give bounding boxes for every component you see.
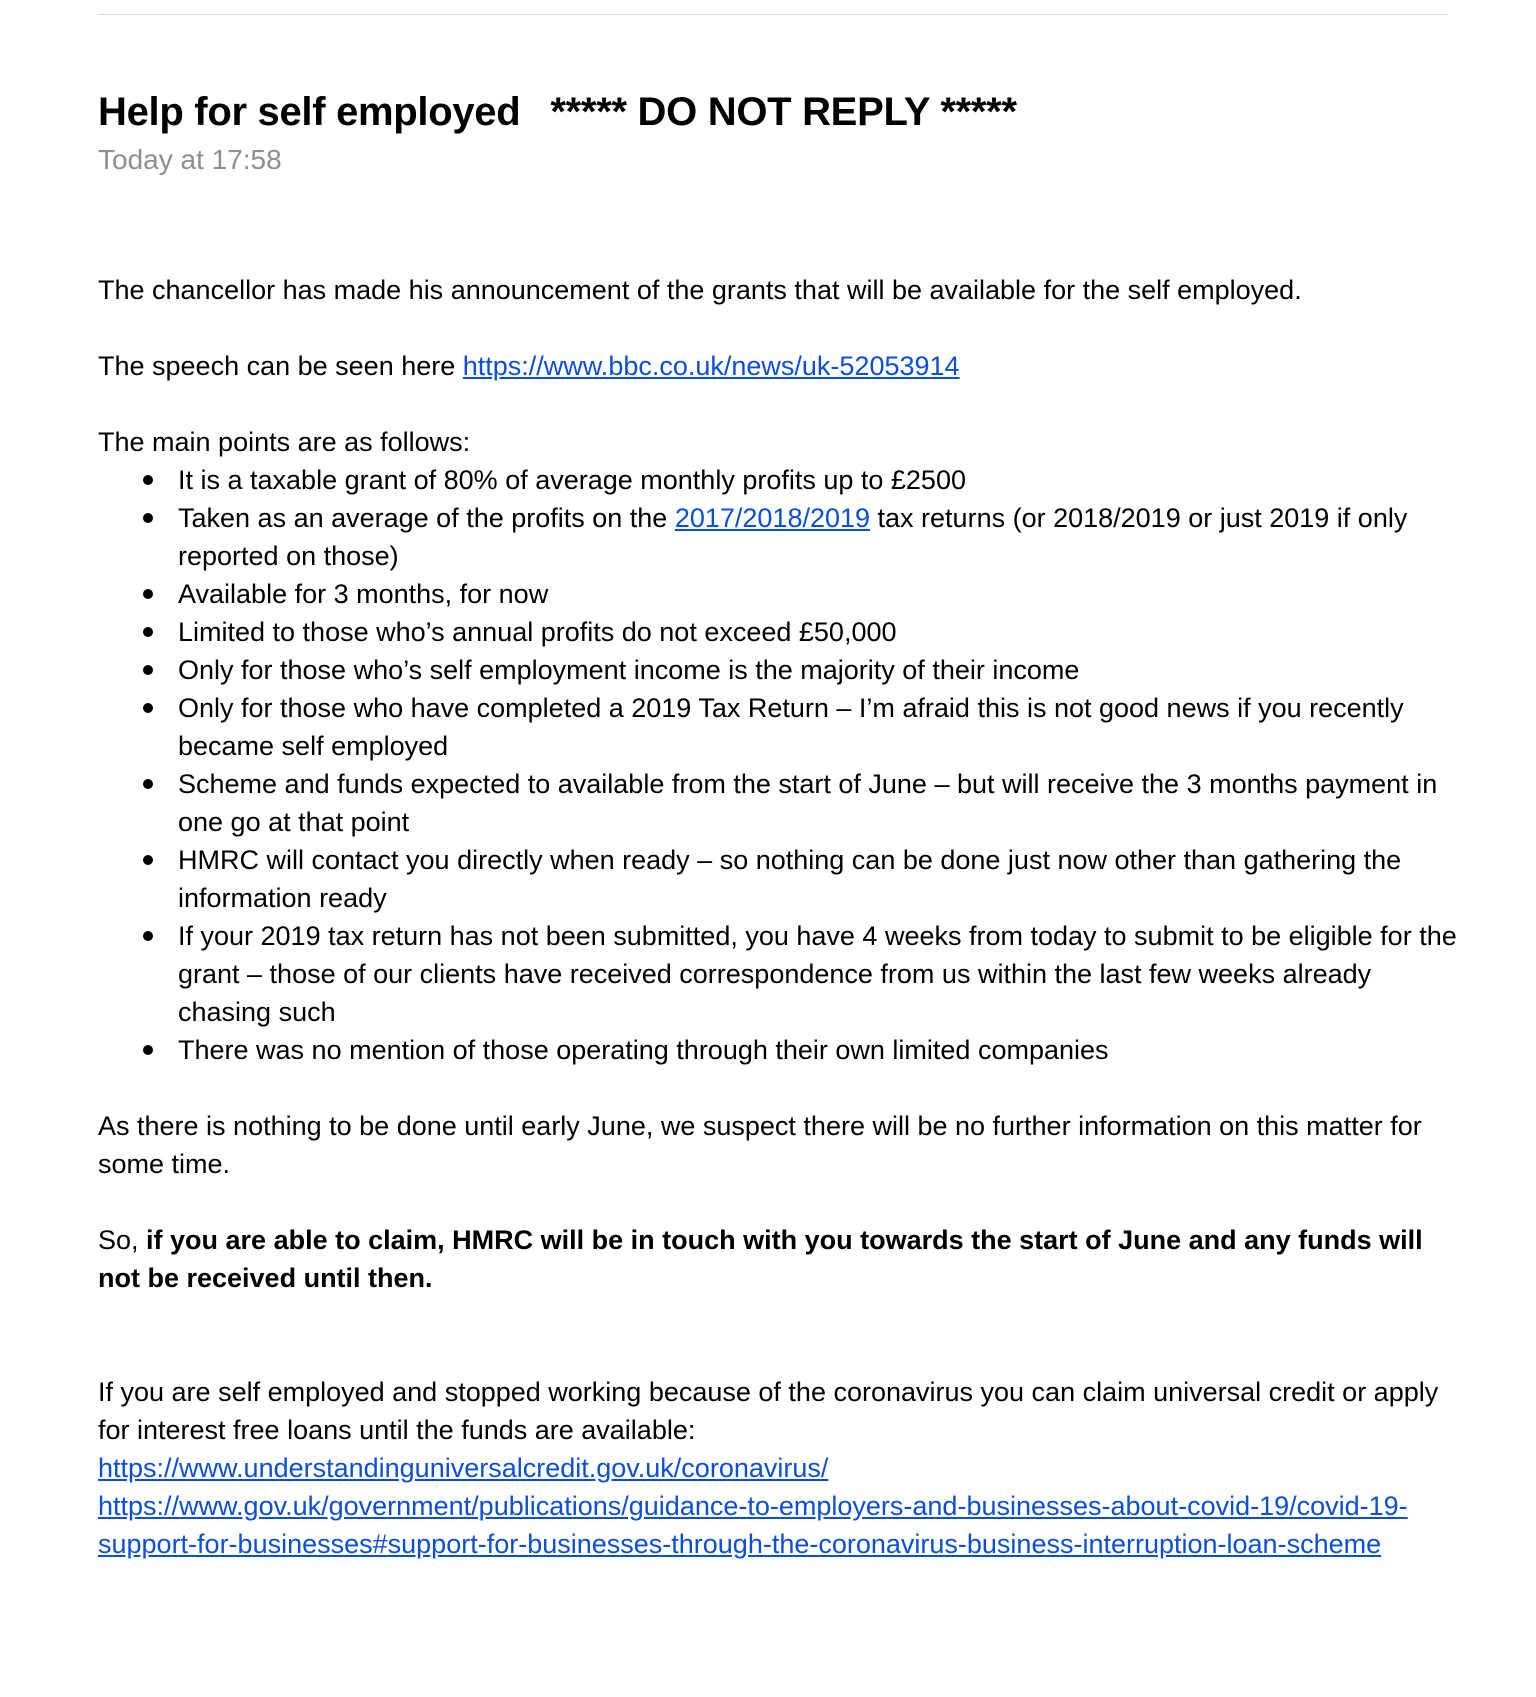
intro-paragraph: The chancellor has made his announcement of the grants that will be available for the self employed. (98, 275, 1302, 305)
list-item (178, 499, 1458, 575)
list-item: Scheme and funds expected to available from the start of June – but will receive the 3 months payment in one go at that point (178, 765, 1458, 841)
email-date: Today at 17:58 (98, 144, 282, 175)
list-item-text: tax returns (or 2018/2019 or just 2019 if only reported on those) (178, 503, 1408, 571)
list-item: Available for 3 months, for now (178, 575, 1458, 613)
list-item: If your 2019 tax return has not been submitted, you have 4 weeks from today to submit to be eligible for the grant – those of our clients have received correspondence from us within the last few weeks already chasing such (178, 917, 1458, 1031)
email-subject (98, 86, 1017, 138)
main-points-list (98, 461, 1458, 1069)
header-divider (98, 14, 1448, 15)
bbc-speech-link[interactable]: https://www.bbc.co.uk/news/uk-52053914 (462, 351, 960, 381)
list-item-text: Taken as an average of the profits on the (178, 503, 675, 533)
main-points-heading: The main points are as follows: (98, 427, 471, 457)
speech-prefix: The speech can be seen here (98, 351, 463, 381)
speech-paragraph (98, 347, 1458, 385)
universal-credit-paragraph: If you are self employed and stopped working because of the coronavirus you can claim universal credit or apply for interest free loans until the funds are available: (98, 1377, 1439, 1445)
gov-guidance-link[interactable]: https://www.gov.uk/government/publications/guidance-to-employers-and-businesses-about-covid-19/covid-19-support-for-businesses#support-for-businesses-through-the-coronavirus-business-interruption-loan-scheme (98, 1491, 1408, 1559)
list-item: It is a taxable grant of 80% of average monthly profits up to £2500 (178, 461, 1458, 499)
subject-suffix: ***** DO NOT REPLY ***** (550, 90, 1017, 134)
so-bold-text: if you are able to claim, HMRC will be in touch with you towards the start of June and any funds will not be received until then. (98, 1225, 1423, 1293)
gov-guidance-link-line (98, 1487, 1458, 1563)
tax-years-link[interactable]: 2017/2018/2019 (674, 503, 871, 533)
subject-title: Help for self employed (98, 90, 521, 134)
universal-credit-link[interactable]: https://www.understandinguniversalcredit.gov.uk/coronavirus/ (98, 1453, 829, 1483)
so-paragraph (98, 1221, 1458, 1297)
list-item: HMRC will contact you directly when ready – so nothing can be done just now other than gathering the information ready (178, 841, 1458, 917)
list-item: Limited to those who’s annual profits do not exceed £50,000 (178, 613, 1458, 651)
email-body (98, 271, 1458, 1563)
universal-credit-link-line (98, 1449, 1458, 1487)
nothing-to-do-paragraph: As there is nothing to be done until early June, we suspect there will be no further information on this matter for some time. (98, 1111, 1422, 1179)
list-item: Only for those who’s self employment income is the majority of their income (178, 651, 1458, 689)
list-item: Only for those who have completed a 2019 Tax Return – I’m afraid this is not good news if you recently became self employed (178, 689, 1458, 765)
list-item: There was no mention of those operating through their own limited companies (178, 1031, 1458, 1069)
so-prefix: So, (98, 1225, 147, 1255)
